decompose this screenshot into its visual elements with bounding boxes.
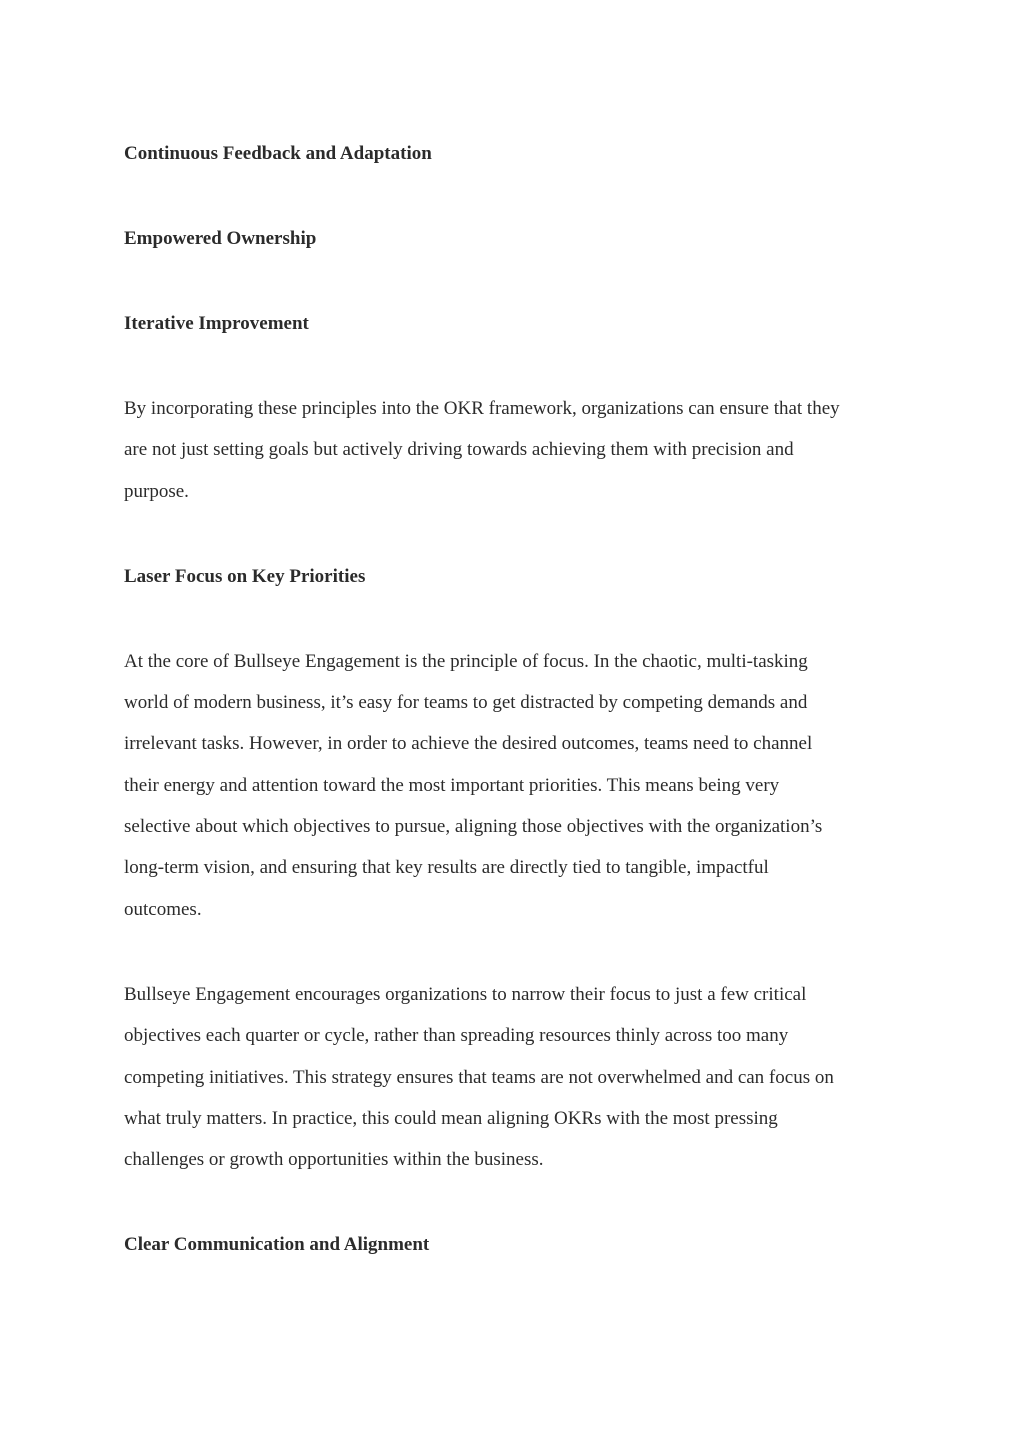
paragraph-narrow-focus [124, 974, 900, 1180]
spacer [124, 512, 900, 556]
paragraph-line: selective about which objectives to pursue, aligning those objectives with the organization’s [124, 816, 823, 838]
paragraph-okr-principles [124, 388, 900, 512]
paragraph-line: outcomes. [124, 898, 202, 920]
spacer [124, 930, 900, 974]
paragraph-line: competing initiatives. This strategy ensures that teams are not overwhelmed and can focus on [124, 1066, 834, 1088]
spacer [124, 597, 900, 641]
paragraph-line: objectives each quarter or cycle, rather than spreading resources thinly across too many [124, 1025, 789, 1047]
paragraph-line: irrelevant tasks. However, in order to achieve the desired outcomes, teams need to channel [124, 733, 813, 755]
paragraph-core-focus [124, 641, 900, 930]
paragraph-line: By incorporating these principles into the OKR framework, organizations can ensure that they [124, 398, 840, 419]
paragraph-line: long-term vision, and ensuring that key results are directly tied to tangible, impactful [124, 857, 769, 879]
paragraph-line: their energy and attention toward the most important priorities. This means being very [124, 774, 780, 796]
spacer [124, 1180, 900, 1224]
paragraph-line: purpose. [124, 480, 189, 502]
spacer [124, 174, 900, 218]
heading-continuous-feedback: Continuous Feedback and Adaptation [124, 143, 432, 164]
paragraph-line: what truly matters. In practice, this could mean aligning OKRs with the most pressing [124, 1107, 778, 1129]
spacer [124, 344, 900, 388]
paragraph-line: At the core of Bullseye Engagement is the principle of focus. In the chaotic, multi-tasking [124, 650, 808, 672]
document-body [124, 133, 900, 1265]
heading-laser-focus: Laser Focus on Key Priorities [124, 565, 366, 587]
heading-iterative-improvement: Iterative Improvement [124, 313, 309, 334]
paragraph-line: are not just setting goals but actively driving towards achieving them with precision and [124, 439, 794, 461]
heading-clear-communication: Clear Communication and Alignment [124, 1234, 430, 1256]
heading-empowered-ownership: Empowered Ownership [124, 228, 317, 249]
paragraph-line: world of modern business, it’s easy for teams to get distracted by competing demands and [124, 692, 808, 714]
paragraph-line: Bullseye Engagement encourages organizations to narrow their focus to just a few critical [124, 983, 807, 1005]
spacer [124, 259, 900, 303]
paragraph-line: challenges or growth opportunities within the business. [124, 1149, 544, 1171]
